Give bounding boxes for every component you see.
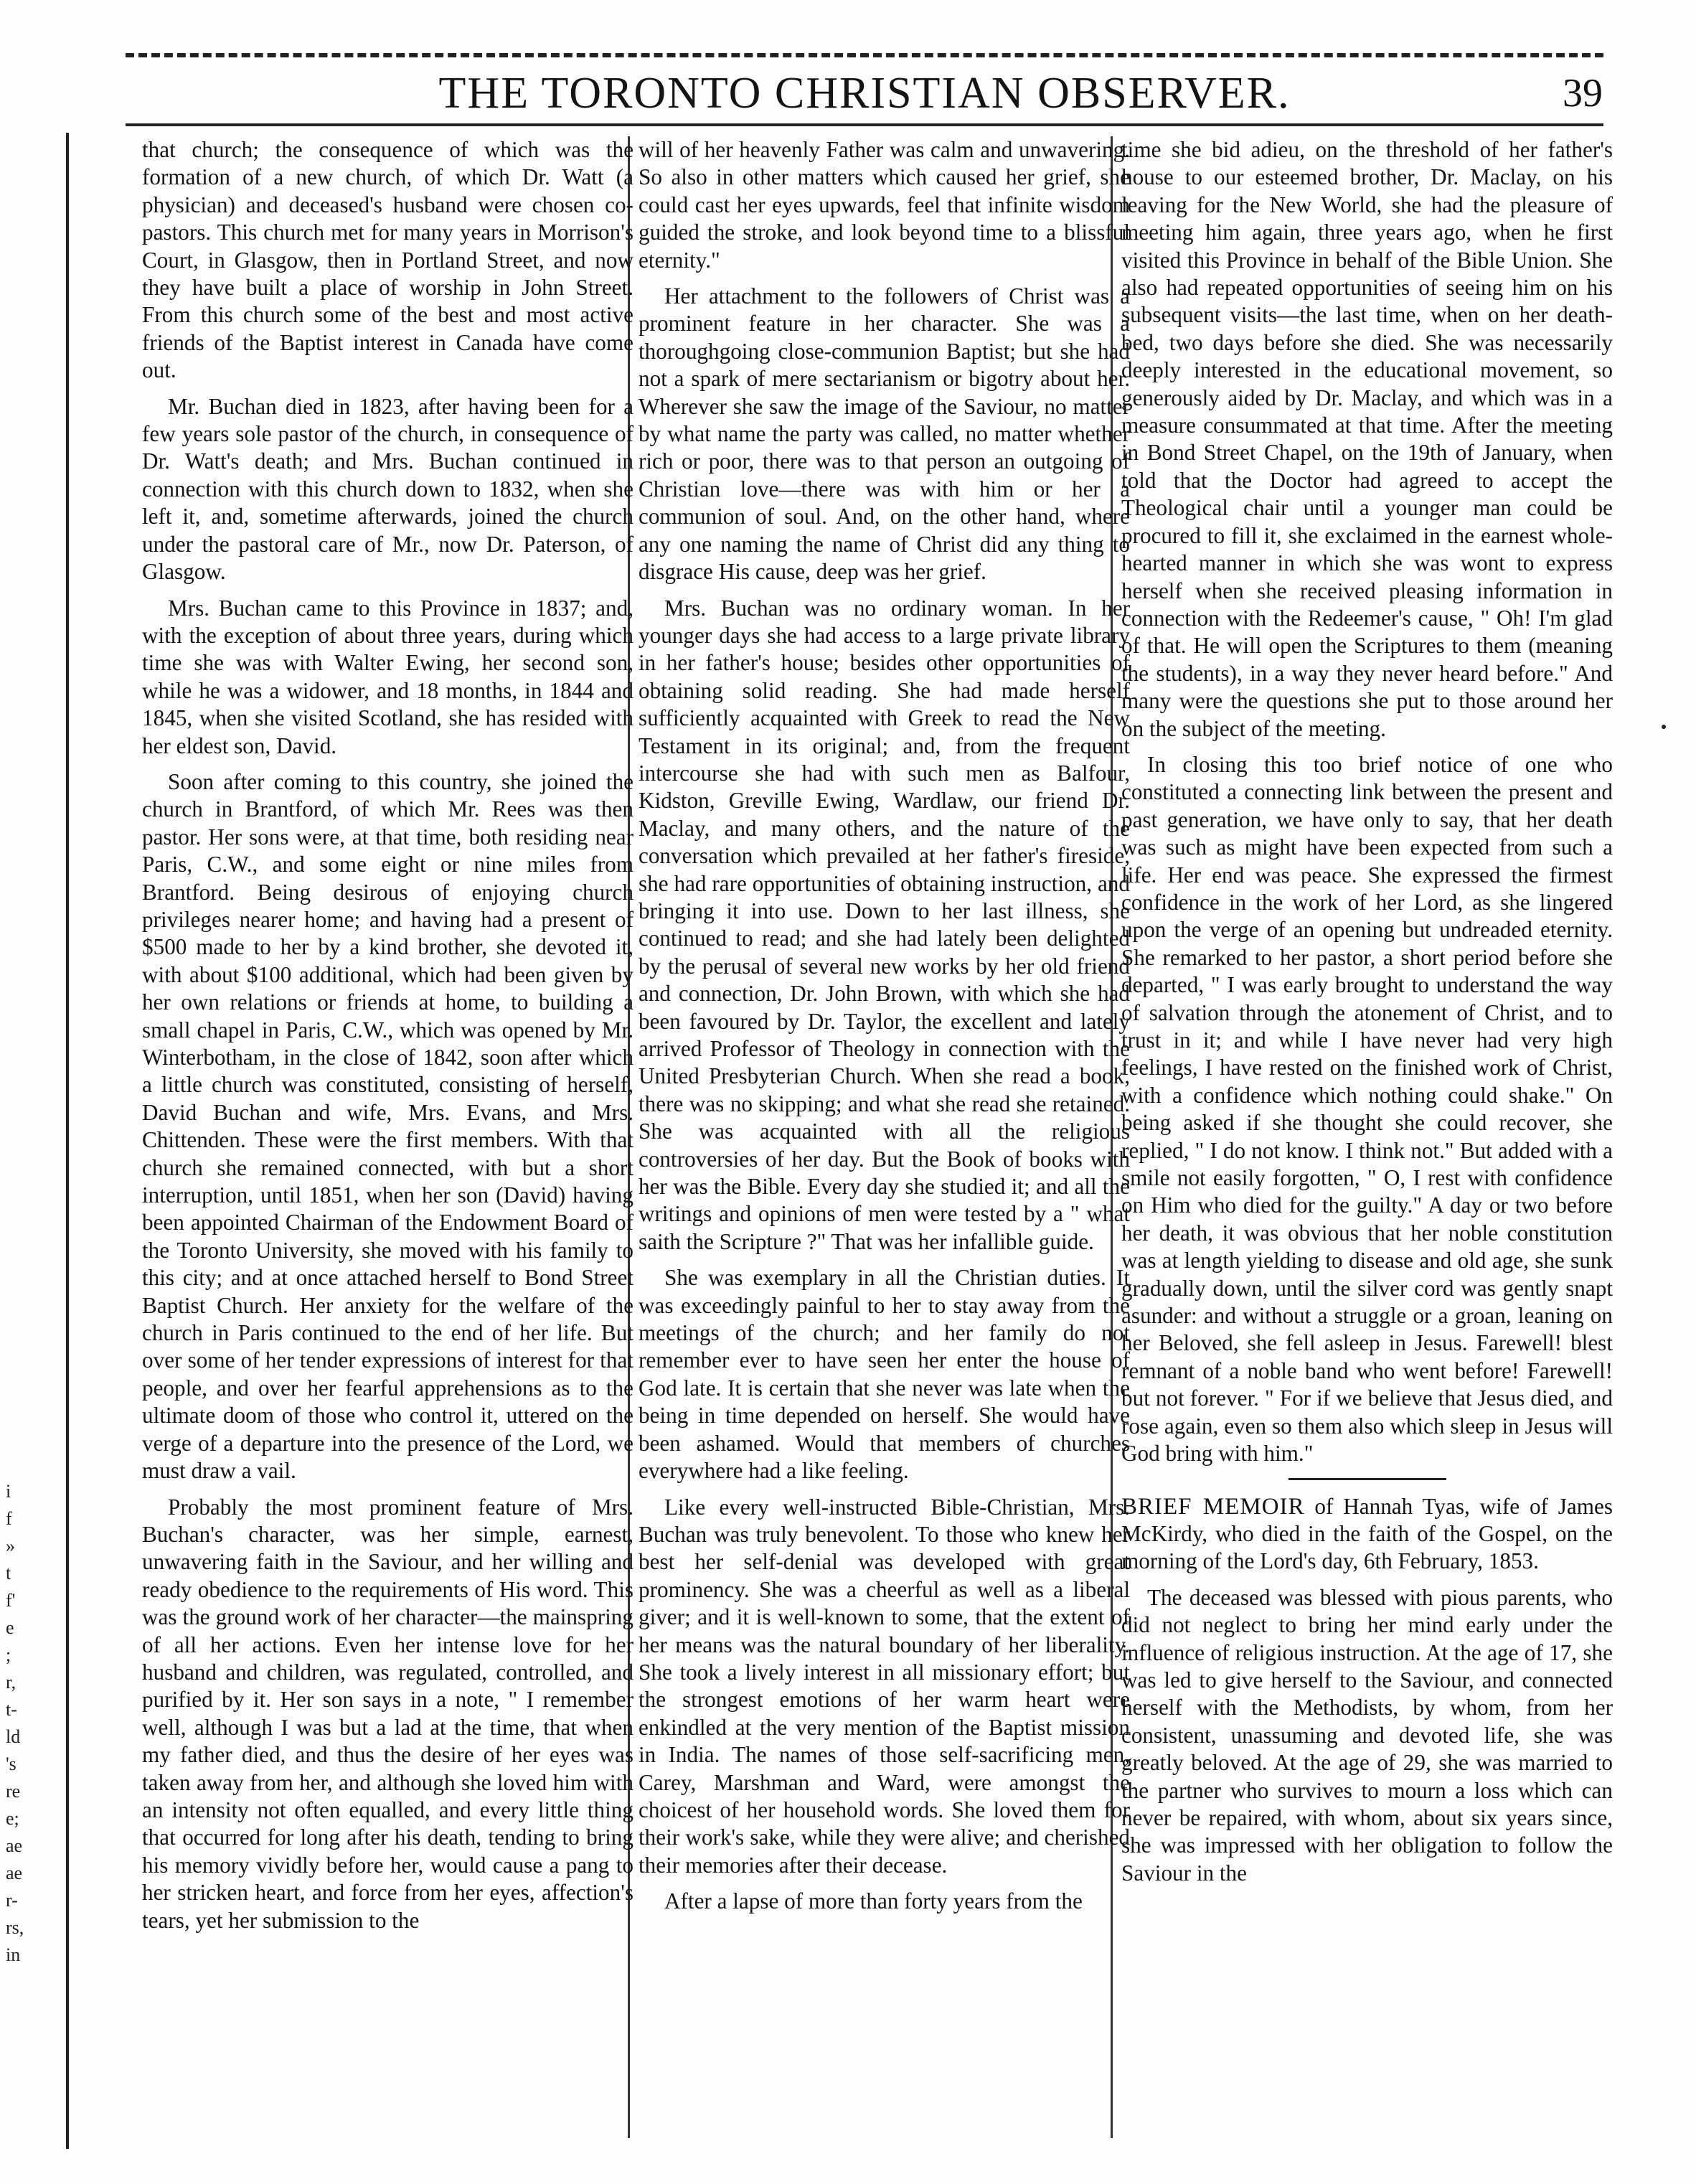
paragraph: that church; the consequence of which was the formation of a new church, of which Dr. Watt (a physician) and deceased's husband were chosen co-pastors. This church met for many years in Morrison's Court, in Glasgow, then in Portland Street, and now they have built a place of worship in John Street. From this church some of the best and most active friends of the Baptist interest in Canada have come out. xyxy=(142,137,633,383)
memoir-heading-title: BRIEF MEMOIR xyxy=(1121,1493,1305,1520)
section-divider xyxy=(1289,1478,1446,1480)
top-decorative-rule xyxy=(126,53,1603,57)
margin-fragment: r- xyxy=(6,1890,18,1911)
memoir-heading-subtitle: of Hannah Tyas, wife of James McKirdy, who died in the faith of the Gospel, on the morning of the Lord's day, 6th February, 1853. xyxy=(1121,1493,1613,1574)
paragraph: Probably the most prominent feature of Mrs. Buchan's character, was her simple, earnest, unwavering faith in the Saviour, and her willing and ready obedience to the requirements of His word. This was the ground work of her character—the mainspring of all her actions. Even her intense love for her husband and children, was regulated, controlled, and purified by it. Her son says in a note, " I remember well, although I was but a lad at the time, that when my father died, and thus the desire of her eyes was taken away from her, and although she loved him with an intensity not often equalled, and every little thing that occurred for long after his death, tending to bring his memory vividly before her, would cause a pang to her stricken heart, and force from her eyes, affection's tears, yet her submission to the xyxy=(142,1494,633,1933)
column-2 xyxy=(639,136,1130,2145)
paragraph: After a lapse of more than forty years from the xyxy=(664,1888,1083,1914)
paragraph: Mrs. Buchan was no ordinary woman. In her younger days she had access to a large private library in her father's house; besides other opportunities of obtaining solid reading. She had made herself sufficiently acquainted with Greek to read the New Testament in its original; and, from the frequent intercourse she had with such men as Balfour, Kidston, Greville Ewing, Wardlaw, our friend Dr. Maclay, and many others, and the nature of the conversation which prevailed at her father's fireside, she had rare opportunities of obtaining instruction, and bringing it into use. Down to her last illness, she continued to read; and she had lately been delighted by the perusal of several new works by her old friend and connection, Dr. John Brown, with which she had been favoured by Dr. Taylor, the excellent and lately arrived Professor of Theology in connection with the United Presbyterian Church. When she read a book, there was no skipping; and what she read she retained. She was acquainted with all the religious controversies of her day. But the Book of books with her was the Bible. Every day she studied it; and all the writings and opinions of men were tested by a " what saith the Scripture ?" That was her infallible guide. xyxy=(639,595,1130,1254)
page-title: THE TORONTO CHRISTIAN OBSERVER. xyxy=(438,69,1291,118)
margin-fragment: f' xyxy=(6,1590,16,1611)
margin-fragment: re xyxy=(6,1781,21,1802)
margin-fragment: in xyxy=(6,1944,21,1965)
margin-text-fragments xyxy=(6,1478,56,1969)
paragraph: The deceased was blessed with pious parents, who did not neglect to bring her mind early under the influence of religious instruction. At the age of 17, she was led to give herself to the Saviour, and connected herself with the Methodists, by whom, from her consistent, unassuming and devoted life, she was greatly beloved. At the age of 29, she was married to the partner who survives to mourn a loss which can never be repaired, with whom, about six years since, she was impressed with her obligation to follow the Saviour in the xyxy=(1121,1584,1613,1886)
margin-fragment: ae xyxy=(6,1863,23,1883)
paragraph: time she bid adieu, on the threshold of her father's house to our esteemed brother, Dr. Maclay, on his leaving for the New World, she had the pleasure of meeting him again, three years ago, when he first visited this Province in behalf of the Bible Union. She also had repeated opportunities of seeing him on his subsequent visits—the last time, when on her death-bed, two days before she died. She was necessarily deeply interested in the educational movement, so generously aided by Dr. Maclay, and which was in a measure consummated at that time. After the meeting in Bond Street Chapel, on the 19th of January, when told that the Doctor had agreed to accept the Theological chair until a younger man could be procured to fill it, she exclaimed in the earnest whole-hearted manner in which she was wont to express herself when she received pleasing information in connection with the Redeemer's cause, " Oh! I'm glad of that. He will open the Scriptures to them (meaning the students), in a way they never heard before." And many were the questions she put to those around her on the subject of the meeting. xyxy=(1121,137,1613,741)
paragraph: will of her heavenly Father was calm and unwavering. So also in other matters which caused her grief, she could cast her eyes upwards, feel that infinite wisdom guided the stroke, and look beyond time to a blissful eternity." xyxy=(639,137,1130,273)
page-number: 39 xyxy=(1563,71,1603,116)
paragraph: Like every well-instructed Bible-Christian, Mrs. Buchan was truly benevolent. To those who knew her best her self-denial was developed with great prominency. She was a cheerful as well as a liberal giver; and it is well-known to some, that the extent of her means was the natural boundary of her liberality. She took a lively interest in all missionary effort; but the strongest emotions of her warm heart were enkindled at the very mention of the Baptist mission in India. The names of those self-sacrificing men, Carey, Marshman and Ward, were amongst the choicest of her household words. She loved them for their work's sake, while they were alive; and cherished their memories after their decease. xyxy=(639,1494,1130,1878)
left-margin-rule xyxy=(66,133,69,2149)
paragraph: Her attachment to the followers of Christ was a prominent feature in her character. She was a thoroughgoing close-communion Baptist; but she had not a spark of mere sectarianism or bigotry about her. Wherever she saw the image of the Saviour, no matter by what name the party was called, no matter whether rich or poor, there was to that person an outgoing of Christian love—there was with him or her a communion of soul. And, on the other hand, where any one naming the name of Christ did any thing to disgrace His cause, deep was her grief. xyxy=(639,283,1130,585)
paragraph: In closing this too brief notice of one who constituted a connecting link between the present and past generation, we have only to say, that her death was such as might have been expected from such a life. Her end was peace. She expressed the firmest confidence in the work of her Lord, as she lingered upon the verge of an opening but undreaded eternity. She remarked to her pastor, a short period before she departed, " I was early brought to understand the way of salvation through the atonement of Christ, and to trust in it; and while I have never had very high feelings, I have rested on the finished work of Christ, with a confidence which nothing could shake." On being asked if she thought she could recover, she replied, " I do not know. I think not." But added with a smile not easily forgotten, " O, I rest with confidence on Him who died for the guilty." A day or two before her death, it was obvious that her noble constitution was at length yielding to disease and old age, she sunk gradually down, until the silver cord was gently snapt asunder: and without a struggle or a groan, leaning on her Beloved, she fell asleep in Jesus. Farewell! blest remnant of a noble band who went before! Farewell! but not forever. " For if we believe that Jesus died, and rose again, even so them also which sleep in Jesus will God bring with him." xyxy=(1121,751,1613,1467)
memoir-heading xyxy=(1121,1493,1613,1576)
margin-fragment: ae xyxy=(6,1835,23,1856)
margin-fragment: e xyxy=(6,1617,14,1638)
margin-fragment: i xyxy=(6,1481,11,1502)
margin-fragment: e; xyxy=(6,1808,19,1829)
paragraph: Soon after coming to this country, she joined the church in Brantford, of which Mr. Rees was then pastor. Her sons were, at that time, both residing near Paris, C.W., and some eight or nine miles from Brantford. Being desirous of enjoying church privileges nearer home; and having had a present of $500 made to her by a kind brother, she devoted it, with about $100 additional, which had been given by her own relations or friends at home, to building a small chapel in Paris, C.W., which was opened by Mr. Winterbotham, in the close of 1842, soon after which a little church was constituted, consisting of herself, David Buchan and wife, Mrs. Evans, and Mrs. Chittenden. These were the first members. With that church she remained connected, with but a short interruption, until 1851, when her son (David) having been appointed Chairman of the Endowment Board of the Toronto University, she moved with his family to this city; and at once attached herself to Bond Street Baptist Church. Her anxiety for the welfare of the church in Paris continued to the end of her life. But over some of her tender expressions of interest for that people, and over her fearful apprehensions as to the ultimate doom of those who control it, uttered on the verge of a departure into the presence of the Lord, we must draw a vail. xyxy=(142,768,633,1484)
margin-fragment: t- xyxy=(6,1699,17,1720)
column-1 xyxy=(142,136,633,2145)
paragraph: Mr. Buchan died in 1823, after having been for a few years sole pastor of the church, in consequence of Dr. Watt's death; and Mrs. Buchan continued in connection with this church down to 1832, when she left it, and, sometime afterwards, joined the church under the pastoral care of Mr., now Dr. Paterson, of Glasgow. xyxy=(142,393,633,585)
margin-fragment: 's xyxy=(6,1754,17,1774)
paragraph: Mrs. Buchan came to this Province in 1837; and, with the exception of about three years, during which time she was with Walter Ewing, her second son, while he was a widower, and 18 months, in 1844 and 1845, when she visited Scotland, she has resided with her eldest son, David. xyxy=(142,595,633,758)
margin-fragment: ; xyxy=(6,1644,11,1665)
margin-fragment: f xyxy=(6,1508,12,1529)
margin-fragment: r, xyxy=(6,1672,17,1693)
margin-fragment: » xyxy=(6,1535,15,1556)
column-3 xyxy=(1121,136,1613,2145)
header-rule xyxy=(126,123,1603,126)
paragraph: She was exemplary in all the Christian duties. It was exceedingly painful to her to stay away from the meetings of the church; and her family do not remember ever to have seen her enter the house of God late. It is certain that she never was late when the being in time depended on herself. She would have been ashamed. Would that members of churches everywhere had a like feeling. xyxy=(639,1265,1130,1484)
print-speck xyxy=(1662,725,1666,729)
margin-fragment: ld xyxy=(6,1726,21,1747)
margin-fragment: t xyxy=(6,1563,11,1583)
margin-fragment: rs, xyxy=(6,1917,24,1938)
